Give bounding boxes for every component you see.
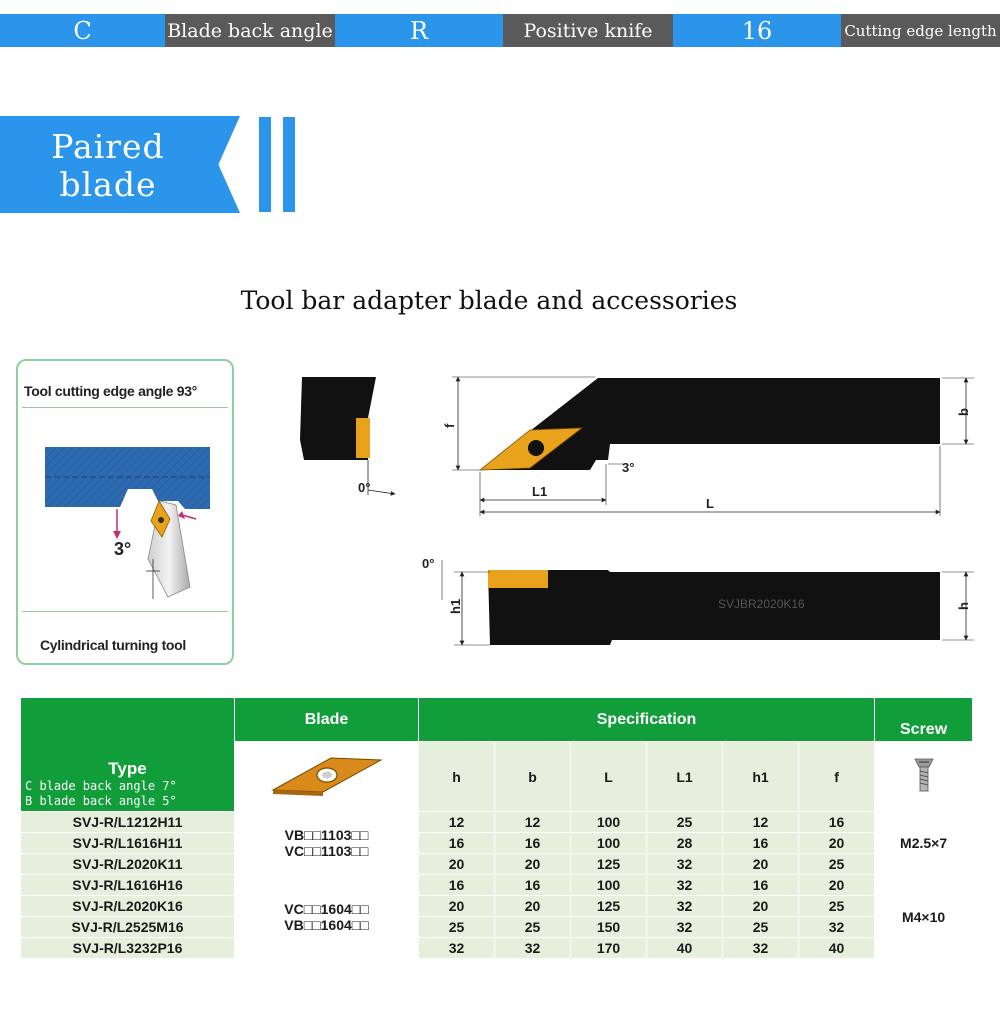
type-header: Type xyxy=(108,759,147,778)
value-cell: 25 xyxy=(723,917,799,938)
type-cell: SVJ-R/L1616H11 xyxy=(21,833,235,854)
value-cell: 100 xyxy=(571,875,647,896)
screw-image-cell xyxy=(875,742,973,812)
strip-label-positive-knife: Positive knife xyxy=(503,14,673,47)
value-cell: 150 xyxy=(571,917,647,938)
bar-marking: SVJBR2020K16 xyxy=(718,597,805,611)
banner-line2: blade xyxy=(59,165,157,204)
value-cell: 12 xyxy=(495,812,571,833)
value-cell: 25 xyxy=(495,917,571,938)
type-cell: SVJ-R/L1212H11 xyxy=(21,812,235,833)
table-row xyxy=(21,896,973,917)
col-header-L1: L1 xyxy=(647,742,723,812)
value-cell: 12 xyxy=(723,812,799,833)
value-cell: 20 xyxy=(419,896,495,917)
page-subtitle: Tool bar adapter blade and accessories xyxy=(240,286,738,315)
cutting-angle-card xyxy=(16,359,234,665)
table-row xyxy=(21,917,973,938)
value-cell: 40 xyxy=(799,938,875,959)
blade-code: VB□□1604□□ xyxy=(284,916,369,933)
card-bottom-label: Cylindrical turning tool xyxy=(40,637,187,653)
value-cell: 32 xyxy=(647,896,723,917)
value-cell: 32 xyxy=(419,938,495,959)
dim-f-label: f xyxy=(442,423,457,428)
section-banner-title xyxy=(38,128,178,204)
table-row xyxy=(21,875,973,896)
card-top-label: Tool cutting edge angle 93° xyxy=(24,383,198,399)
value-cell: 25 xyxy=(799,896,875,917)
banner-stripe xyxy=(283,117,295,212)
strip-code-16: 16 xyxy=(673,14,841,47)
banner-stripe xyxy=(259,117,271,212)
insert-icon xyxy=(267,752,387,798)
type-cell: SVJ-R/L1616H16 xyxy=(21,875,235,896)
value-cell: 20 xyxy=(495,854,571,875)
value-cell: 32 xyxy=(647,917,723,938)
value-cell: 40 xyxy=(647,938,723,959)
value-cell: 20 xyxy=(723,854,799,875)
value-cell: 16 xyxy=(419,833,495,854)
value-cell: 16 xyxy=(419,875,495,896)
value-cell: 20 xyxy=(799,875,875,896)
dim-b-label: b xyxy=(956,408,971,416)
table-row xyxy=(21,938,973,959)
angle-3-label: 3° xyxy=(114,539,132,559)
tool-holder-drawing xyxy=(290,360,990,660)
screw-header: Screw xyxy=(875,698,973,742)
value-cell: 32 xyxy=(723,938,799,959)
type-header-cell xyxy=(21,698,235,812)
spec-table xyxy=(20,697,973,959)
value-cell: 100 xyxy=(571,812,647,833)
value-cell: 170 xyxy=(571,938,647,959)
col-header-b: b xyxy=(495,742,571,812)
dim-h-label: h xyxy=(956,602,971,610)
table-row xyxy=(21,854,973,875)
value-cell: 20 xyxy=(495,896,571,917)
value-cell: 20 xyxy=(419,854,495,875)
side-zero-label: 0° xyxy=(422,556,435,571)
value-cell: 16 xyxy=(723,875,799,896)
strip-label-edge-length: Cutting edge length xyxy=(841,14,1000,47)
type-cell: SVJ-R/L2525M16 xyxy=(21,917,235,938)
blade-code: VC□□1103□□ xyxy=(284,843,369,859)
blade-cell xyxy=(235,812,419,875)
col-header-f: f xyxy=(799,742,875,812)
value-cell: 28 xyxy=(647,833,723,854)
value-cell: 16 xyxy=(495,875,571,896)
value-cell: 25 xyxy=(647,812,723,833)
value-cell: 32 xyxy=(495,938,571,959)
value-cell: 125 xyxy=(571,896,647,917)
card-divider xyxy=(22,407,228,408)
col-header-h: h xyxy=(419,742,495,812)
type-note-b: B blade back angle 5° xyxy=(25,794,177,808)
screw-cell: M2.5×7 xyxy=(875,812,973,875)
screw-icon xyxy=(909,755,939,795)
dim-h1-label: h1 xyxy=(448,598,463,614)
strip-code-r: R xyxy=(335,14,503,47)
value-cell: 20 xyxy=(799,833,875,854)
value-cell: 100 xyxy=(571,833,647,854)
table-row xyxy=(21,833,973,854)
value-cell: 25 xyxy=(799,854,875,875)
blade-header: Blade xyxy=(235,698,419,742)
blade-image-cell xyxy=(235,742,419,812)
strip-code-c: C xyxy=(0,14,165,47)
value-cell: 16 xyxy=(799,812,875,833)
col-header-L: L xyxy=(571,742,647,812)
screw-cell: M4×10 xyxy=(875,875,973,959)
type-note-c: C blade back angle 7° xyxy=(25,779,177,793)
value-cell: 12 xyxy=(419,812,495,833)
value-cell: 16 xyxy=(723,833,799,854)
value-cell: 20 xyxy=(723,896,799,917)
blade-code: VC□□1604□□ xyxy=(284,900,369,917)
blade-cell xyxy=(235,875,419,959)
type-cell: SVJ-R/L2020K11 xyxy=(21,854,235,875)
dim-l1-label: L1 xyxy=(532,484,548,499)
value-cell: 125 xyxy=(571,854,647,875)
side-angle-label: 3° xyxy=(622,460,635,475)
specification-header: Specification xyxy=(419,698,875,742)
dim-l-label: L xyxy=(706,496,714,511)
value-cell: 32 xyxy=(647,854,723,875)
card-divider xyxy=(22,611,228,612)
value-cell: 25 xyxy=(419,917,495,938)
type-cell: SVJ-R/L3232P16 xyxy=(21,938,235,959)
type-cell: SVJ-R/L2020K16 xyxy=(21,896,235,917)
banner-line1: Paired xyxy=(51,127,165,166)
value-cell: 16 xyxy=(495,833,571,854)
blade-code: VB□□1103□□ xyxy=(284,827,369,843)
value-cell: 32 xyxy=(799,917,875,938)
value-cell: 32 xyxy=(647,875,723,896)
strip-label-back-angle: Blade back angle xyxy=(165,14,335,47)
top-strip xyxy=(0,14,1000,47)
col-header-h1: h1 xyxy=(723,742,799,812)
cylindrical-turning-illustration xyxy=(18,409,232,609)
front-angle-label: 0° xyxy=(358,480,371,495)
table-row xyxy=(21,812,973,833)
